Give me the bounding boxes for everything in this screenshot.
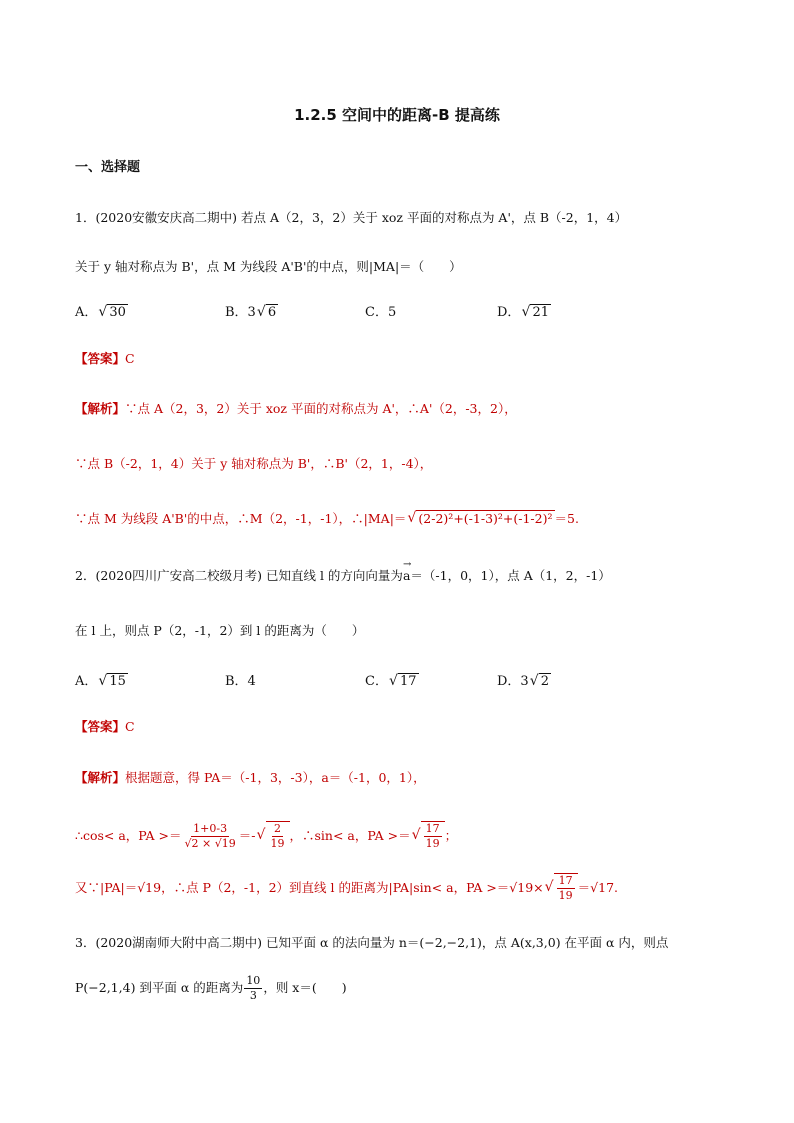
fraction-numerator: 10 <box>246 974 261 987</box>
q3-stem-line1: 3．(2020湖南师大附中高二期中) 已知平面 α 的法向量为 n＝(−2,−2,1)，点 A(x,3,0) 在平面 α 内，则点 <box>75 935 669 950</box>
q2-analysis-line3 <box>75 870 618 906</box>
q3-stem-line2 <box>75 970 347 1006</box>
q2-analysis-line1 <box>75 767 426 789</box>
q2-analysis-text3: 又∵|PA|＝√19，∴点 P（2，-1，2）到直线 l 的距离为|PA|sin< a，PA >＝√19× <box>75 880 544 895</box>
q2-analysis-sin: ，∴sin< a，PA >＝ <box>289 828 411 843</box>
q1-option-d-radicand: 21 <box>532 305 549 320</box>
q2-option-a-label: A． <box>75 674 98 689</box>
fraction-denominator: 19 <box>270 837 285 850</box>
q2-option-c[interactable] <box>365 671 419 693</box>
q2-option-d-radicand: 2 <box>540 674 549 689</box>
q1-analysis-radicand: (2-2)²+(-1-3)²+(-1-2)² <box>418 511 553 526</box>
q2-option-b[interactable]: B．4 <box>225 674 256 689</box>
q1-stem-line2: 关于 y 轴对称点为 B'，点 M 为线段 A'B'的中点，则|MA|＝（ ） <box>75 259 462 274</box>
q2-stem-line2: 在 l 上，则点 P（2，-1，2）到 l 的距离为（ ） <box>75 623 365 638</box>
fraction-denominator: 19 <box>425 837 440 850</box>
section-heading: 一、选择题 <box>75 160 141 175</box>
q2-analysis-semicolon: ； <box>444 828 458 843</box>
q1-analysis-text3: ∵点 M 为线段 A'B'的中点，∴M（2，-1，-1），∴|MA|＝ <box>75 511 407 526</box>
q1-answer-value: C <box>125 351 135 366</box>
q3-stem-text: P(−2,1,4) 到平面 α 的距离为 <box>75 980 244 995</box>
q1-option-a-label: A． <box>75 305 98 320</box>
q2-analysis-line2 <box>75 818 457 854</box>
analysis-tag: 【解析】 <box>75 401 126 416</box>
q2-stem-line1 <box>75 565 611 587</box>
q1-analysis-line1 <box>75 398 517 420</box>
answer-tag: 【答案】 <box>75 351 126 366</box>
q2-option-d[interactable] <box>497 671 551 693</box>
q2-fraction-4 <box>557 874 575 903</box>
q2-analysis-cos: ∴cos< a，PA >＝ <box>75 828 182 843</box>
fraction-numerator: √ 17 <box>425 822 440 835</box>
q2-option-a-radicand: 15 <box>109 674 126 689</box>
fraction-numerator: √ 2 <box>274 822 281 835</box>
q1-option-d[interactable] <box>497 302 551 324</box>
page-title: 1.2.5 空间中的距离-B 提高练 <box>294 106 500 124</box>
q2-option-c-radicand: 17 <box>399 674 417 689</box>
q1-analysis-text1: ∵点 A（2，3，2）关于 xoz 平面的对称点为 A'，∴A'（2，-3，2）， <box>125 401 517 416</box>
q2-answer-value: C <box>125 719 135 734</box>
q1-analysis-line3 <box>75 508 579 530</box>
q3-stem-text-post: ，则 x＝( ) <box>263 980 347 995</box>
q1-analysis-line2: ∵点 B（-2，1，4）关于 y 轴对称点为 B'，∴B'（2，1，-4）， <box>75 456 433 471</box>
q2-stem-text: 2．(2020四川广安高二校级月考) 已知直线 l 的方向向量为 <box>75 568 403 583</box>
vector-a: → a <box>403 565 410 587</box>
q2-option-a[interactable] <box>75 671 128 693</box>
q1-option-c[interactable]: C．5 <box>365 305 397 320</box>
q1-option-d-label: D． <box>497 305 521 320</box>
q1-stem-line1: 1．(2020安徽安庆高二期中) 若点 A（2，3，2）关于 xoz 平面的对称点为 A'，点 B（-2，1，4） <box>75 210 628 225</box>
q2-analysis-result: ＝√17. <box>577 880 619 895</box>
q1-option-b[interactable] <box>225 302 278 324</box>
q1-option-a-radicand: 30 <box>109 305 126 320</box>
fraction-denominator: 19 <box>558 889 573 902</box>
q2-fraction-3 <box>424 822 442 851</box>
fraction-denominator: 3 <box>249 989 257 1002</box>
q1-option-b-label: B．3 <box>225 305 256 320</box>
q3-fraction <box>244 974 262 1003</box>
q1-option-b-radicand: 6 <box>267 305 277 320</box>
fraction-numerator: 1+0-3 <box>193 822 228 835</box>
q2-analysis-text1: 根据题意，得 PA＝（-1，3，-3），a＝（-1，0，1）， <box>125 770 426 785</box>
q1-analysis-result: ＝5. <box>554 511 579 526</box>
q2-answer <box>75 716 135 738</box>
fraction-denominator: √2 × √19 <box>184 837 236 850</box>
q2-option-c-label: C． <box>365 674 388 689</box>
q2-option-d-label: D．3 <box>497 674 529 689</box>
q2-analysis-equals: ＝- <box>238 828 256 843</box>
fraction-numerator: √ 17 <box>558 874 573 887</box>
answer-tag: 【答案】 <box>75 719 126 734</box>
q2-stem-text-post: ＝（-1，0，1），点 A（1，2，-1） <box>410 568 611 583</box>
q2-fraction-1 <box>183 822 238 851</box>
analysis-tag: 【解析】 <box>75 770 126 785</box>
q2-fraction-2 <box>269 822 287 851</box>
q1-answer <box>75 348 135 370</box>
q1-option-a[interactable] <box>75 302 128 324</box>
